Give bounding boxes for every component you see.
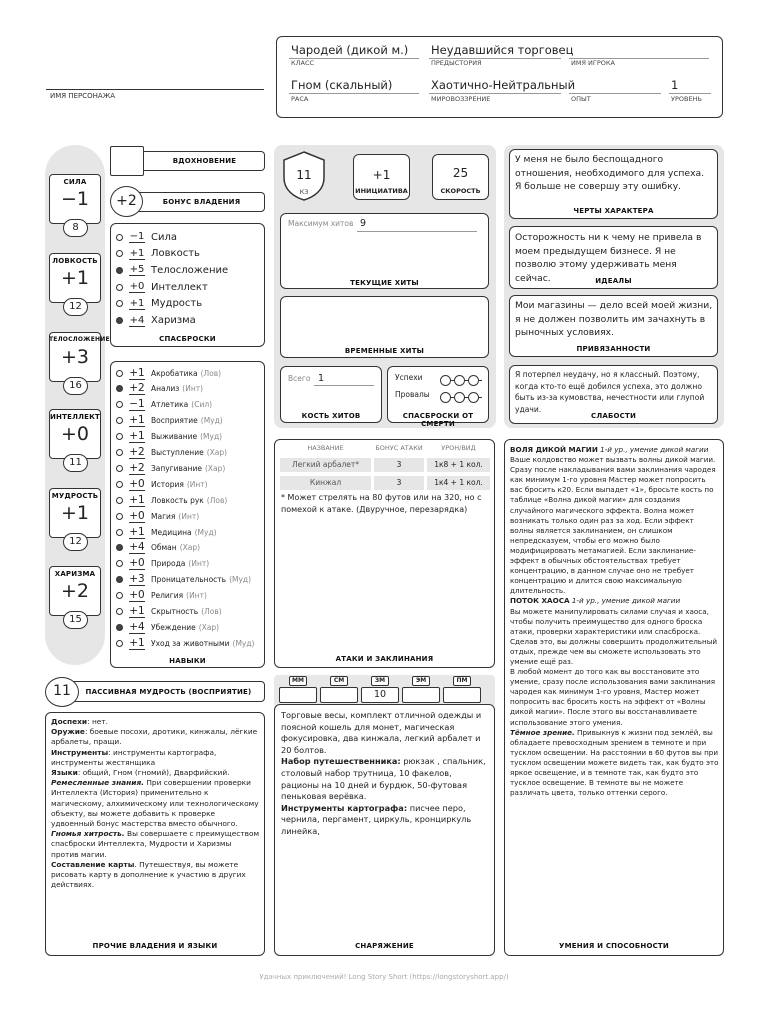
proficiency-dot[interactable] [116, 465, 123, 472]
skill-name: Магия [151, 511, 176, 521]
hit-dice-total-value[interactable]: 1 [318, 373, 325, 384]
background-label: ПРЕДЫСТОРИЯ [431, 59, 482, 67]
death-save-bubble[interactable] [454, 375, 465, 386]
background-value[interactable]: Неудавшийся торговец [431, 43, 574, 57]
alignment-label: МИРОВОЗЗРЕНИЕ [431, 95, 491, 103]
save-row[interactable] [116, 280, 262, 294]
equipment-paragraph-2: рюкзак , спальник, столовый набор трутница, 10 факелов, рационы на 10 дней и бурдюк, 50-футовая пеньковая верёвка. [281, 756, 486, 802]
save-row[interactable] [116, 230, 262, 244]
skill-value: +1 [129, 366, 145, 379]
proficiency-dot[interactable] [116, 449, 123, 456]
skill-attribute: (Муд) [194, 527, 217, 537]
darkvision-heading: Тёмное зрение. [510, 727, 575, 737]
proficiency-dot[interactable] [116, 234, 123, 241]
skills-list [116, 366, 262, 656]
ability-name: ТЕЛОСЛОЖЕНИЕ [49, 336, 110, 343]
hit-dice-total-label: Всего [288, 374, 311, 383]
ability-modifier: +3 [60, 346, 89, 368]
skill-name: Выступление [151, 448, 204, 457]
attacks-column-header: УРОН/ВИД [441, 444, 476, 452]
skill-name: Акробатика [151, 368, 198, 378]
skill-row[interactable] [116, 573, 262, 587]
skill-name: Ловкость рук [151, 495, 204, 505]
ability-name: ИНТЕЛЛЕКТ [50, 413, 100, 421]
class-label: КЛАСС [291, 59, 315, 67]
flaws-text: Я потерпел неудачу, но я классный. Поэтому, когда кто-то ещё добился успеха, это должно быть из-за кумовства, нечестности или глупой удачи. [515, 370, 705, 414]
death-saves-label: СПАСБРОСКИ ОТ СМЕРТИ [402, 412, 474, 428]
save-name: Харизма [151, 315, 196, 326]
skill-value: +4 [129, 541, 145, 554]
attacks-panel [274, 439, 495, 668]
gnome-cunning-text: Вы совершаете с преимуществом спасброски Интеллекта, Мудрости и Харизмы против магии. [51, 829, 260, 859]
skill-row[interactable] [116, 398, 262, 412]
skill-row[interactable] [116, 636, 262, 650]
ideals-text: Осторожность ни к чему не привела в моем предыдущем бизнесе. Я не позволю этому удерживать меня сейчас. [515, 232, 702, 284]
attacks-label: АТАКИ И ЗАКЛИНАНИЯ [335, 655, 434, 663]
footer-text: Удачных приключений! Long Story Short (https://longstoryshort.app/) [259, 973, 509, 981]
features-text [510, 445, 719, 798]
skill-attribute: (Лов) [200, 368, 222, 378]
skill-row[interactable] [116, 541, 262, 555]
skill-value: +2 [129, 446, 145, 458]
coin-value-field[interactable] [402, 687, 440, 703]
save-value: +0 [129, 281, 145, 293]
death-save-bubble[interactable] [440, 375, 451, 386]
equipment-paragraph-1: Торговые весы, комплект отличной одежды и поясной кошель для монет, магическая фокусировка, два кинжала, легкий арбалет и 20 болтов. [281, 710, 482, 755]
attacks-column-header: НАЗВАНИЕ [307, 444, 344, 452]
proficiency-dot[interactable] [116, 401, 123, 408]
initiative-value: +1 [372, 168, 391, 182]
skill-attribute: (Хар) [206, 448, 228, 457]
death-save-bubble[interactable] [454, 392, 465, 403]
skill-attribute: (Муд) [229, 575, 252, 585]
skill-value: +0 [129, 477, 145, 490]
weapons-text: : боевые посохи, дротики, кинжалы, лёгкие арбалеты, пращи. [51, 727, 258, 747]
attack-cell[interactable]: Легкий арбалет* [280, 458, 371, 472]
skill-attribute: (Сил) [191, 400, 213, 410]
ability-score[interactable]: 12 [63, 298, 88, 316]
proficiency-dot[interactable] [116, 576, 123, 583]
skill-attribute: (Инт) [182, 384, 204, 394]
attacks-note: * Может стрелять на 80 футов или на 320, но с помехой к атаке. (Двуручное, перезарядка) [281, 493, 482, 514]
initiative-label: ИНИЦИАТИВА [355, 187, 408, 195]
coin-name-label: ЗМ [371, 676, 389, 686]
temp-hp-label: ВРЕМЕННЫЕ ХИТЫ [344, 347, 425, 355]
tools-heading: Инструменты [51, 747, 109, 757]
skill-name: Убеждение [151, 622, 196, 632]
player-name-label: ИМЯ ИГРОКА [571, 59, 615, 67]
coin-value-field[interactable] [279, 687, 317, 703]
save-value: +1 [129, 297, 145, 309]
ability-name: СИЛА [63, 178, 87, 186]
skill-row[interactable] [116, 605, 262, 619]
ability-name: МУДРОСТЬ [51, 492, 99, 500]
skill-attribute: (Хар) [198, 622, 220, 632]
alignment-value[interactable]: Хаотично-Нейтральный [431, 78, 576, 92]
skill-row[interactable] [116, 493, 262, 507]
skill-value: +1 [129, 430, 145, 443]
equipment-heading-3: Инструменты картографа: [281, 802, 408, 813]
wild-magic-text: Ваше колдовство может вызвать волны дикой магии. Сразу после накладывания вами заклинания чародея как минимум 1-го уровня Мастер может попросить вас бросить к20. Если выпадет «1», бросьте кость по таблице «Волна дикой магии» для создания случайного магического эффекта. Волна может возникать только один раз за ход. Если эффект волны является заклинанием, он слишком непредсказуем, чтобы его можно было модифицировать метамагией. Если заклинание-эффект в обычных обстоятельствах требует концентрацию, в данном случае оно не требует концентрацию и длится свою максимальную длительность. [510, 455, 716, 596]
save-name: Мудрость [151, 298, 203, 310]
skill-value: −1 [129, 398, 145, 411]
proficiency-label: БОНУС ВЛАДЕНИЯ [162, 198, 241, 206]
skill-value: +1 [129, 525, 145, 538]
proficiency-dot[interactable] [116, 417, 123, 424]
skill-name: Выживание [151, 432, 198, 442]
save-value: +1 [129, 247, 145, 259]
wild-magic-heading: ВОЛЯ ДИКОЙ МАГИИ [510, 445, 598, 454]
save-name: Интеллект [151, 281, 208, 293]
proficiency-dot[interactable] [116, 497, 123, 504]
proficiencies-text [51, 717, 260, 890]
skill-attribute: (Лов) [201, 607, 222, 616]
skill-value: +1 [129, 605, 145, 617]
attack-cell[interactable]: 1к8 + 1 кол. [427, 458, 490, 472]
coin-value-field[interactable] [443, 687, 481, 703]
save-row[interactable] [116, 314, 262, 328]
death-successes-label: Успехи [395, 373, 423, 382]
inspiration-checkbox[interactable] [110, 146, 144, 176]
skill-value: +2 [129, 382, 145, 395]
hp-max-value[interactable]: 9 [360, 218, 367, 229]
skill-row[interactable] [116, 461, 262, 475]
craft-text: При совершении проверки Интеллекта (История) применительно к магическому, алхимическому или технологическому объекту, вы можете добавить к проверке удвоенный бонус мастерства вместо обычного. [51, 778, 259, 829]
skill-name: Анализ [151, 384, 180, 394]
save-value: +5 [129, 264, 145, 276]
ability-score[interactable]: 11 [63, 454, 88, 472]
coin-value-field[interactable] [320, 687, 358, 703]
death-save-bubble[interactable] [440, 392, 451, 403]
race-value[interactable]: Гном (скальный) [291, 78, 393, 92]
chaos-text-2: В любой момент до того как вы восстановите это умение, сразу после использования вами заклинания чародея как минимум 1-го уровня, Мастер может попросить вас бросить кость на эффект от «Волны дикой магии». После этого вы восстанавливаете использование этого умения. [510, 667, 716, 727]
character-name-line [46, 89, 264, 90]
ability-name: ХАРИЗМА [54, 570, 96, 578]
skills-label: НАВЫКИ [169, 657, 206, 665]
attacks-column-header: БОНУС АТАКИ [375, 444, 423, 452]
skill-row[interactable] [116, 525, 262, 539]
skill-value: +2 [129, 461, 145, 474]
skill-row[interactable] [116, 509, 262, 523]
saving-throws-label: СПАСБРОСКИ [159, 335, 216, 343]
attack-cell[interactable]: Кинжал [280, 476, 371, 490]
save-name: Сила [151, 231, 178, 243]
skill-value: +0 [129, 509, 145, 522]
skill-attribute: (Муд) [232, 638, 255, 648]
skill-attribute: (Муд) [200, 416, 223, 426]
skill-attribute: (Хар) [204, 463, 226, 473]
bonds-text: Мои магазины — дело всей моей жизни, я не должен позволить им зачахнуть в рыночных условиях. [515, 300, 713, 338]
equipment-text [281, 710, 491, 838]
skill-value: +0 [129, 589, 145, 602]
proficiency-dot[interactable] [116, 284, 123, 291]
proficiency-dot[interactable] [116, 640, 123, 647]
proficiency-dot[interactable] [116, 317, 123, 324]
xp-label: ОПЫТ [571, 95, 591, 103]
attack-cell[interactable]: 1к4 + 1 кол. [427, 476, 490, 490]
gnome-cunning-heading: Гномья хитрость. [51, 829, 125, 839]
cartography-text: . Путешествуя, вы можете рисовать карту в дополнение к участию в других действиях. [51, 859, 246, 890]
proficiency-dot[interactable] [116, 608, 123, 615]
skill-value: +1 [129, 636, 145, 649]
cartography-heading: Составление карты [51, 859, 135, 869]
armor-class-value: 11 [296, 168, 312, 182]
skill-attribute: (Лов) [206, 495, 228, 505]
flaws-label: СЛАБОСТИ [590, 412, 637, 420]
passive-perception-value: 11 [45, 677, 79, 707]
ability-score[interactable]: 15 [63, 611, 88, 629]
death-failures-label: Провалы [395, 390, 430, 399]
skill-row[interactable] [116, 366, 262, 380]
wild-magic-subtitle: 1-й ур., умение дикой магии [597, 445, 709, 454]
ability-modifier: +2 [60, 580, 89, 602]
death-save-bubble[interactable] [468, 375, 479, 386]
ability-score[interactable]: 12 [63, 533, 88, 551]
skill-name: Проницательность [151, 575, 227, 585]
coin-name-label: ПМ [453, 676, 471, 686]
save-name: Телосложение [151, 264, 229, 276]
equipment-paragraph-3: писчее перо, чернила, пергамент, циркуль, кронциркуль линейка, [281, 802, 472, 836]
class-value[interactable]: Чародей (дикой м.) [291, 43, 409, 57]
ability-modifier: −1 [60, 188, 89, 210]
current-hp-label: ТЕКУЩИЕ ХИТЫ [350, 279, 419, 287]
skill-attribute: (Инт) [186, 591, 207, 601]
ability-score[interactable]: 8 [63, 219, 88, 237]
save-name: Ловкость [151, 248, 200, 260]
languages-heading: Языки [51, 768, 78, 778]
skill-attribute: (Инт) [186, 479, 208, 489]
save-value: +4 [129, 314, 145, 326]
save-value: −1 [129, 231, 145, 242]
skill-name: История [151, 479, 184, 489]
coin-name-label: ЭМ [412, 676, 430, 686]
character-name-label: ИМЯ ПЕРСОНАЖА [50, 92, 116, 100]
level-label: УРОВЕНЬ [671, 95, 702, 103]
save-row[interactable] [116, 247, 262, 261]
skill-name: Скрытность [151, 607, 199, 616]
skill-name: Медицина [151, 527, 192, 537]
save-row[interactable] [116, 263, 262, 277]
skill-value: +4 [129, 620, 145, 633]
proficiency-dot[interactable] [116, 433, 123, 440]
armor-text: : нет. [87, 717, 108, 726]
speed-label: СКОРОСТЬ [440, 187, 481, 195]
skill-name: Религия [151, 591, 184, 601]
skill-attribute: (Хар) [179, 543, 201, 553]
proficiency-dot[interactable] [116, 624, 123, 631]
ability-modifier: +0 [60, 423, 89, 445]
skill-name: Уход за животными [151, 638, 230, 648]
ability-modifier: +1 [60, 267, 89, 289]
coin-value-field[interactable]: 10 [361, 687, 399, 703]
skill-row[interactable] [116, 557, 262, 571]
equipment-label: СНАРЯЖЕНИЕ [355, 942, 414, 950]
race-label: РАСА [291, 95, 309, 103]
proficiency-dot[interactable] [116, 267, 123, 274]
skill-name: Атлетика [151, 400, 189, 410]
darkvision-text: Привыкнув к жизни под землёй, вы обладаете превосходным зрением в темноте и при тусклом освещении. На расстоянии в 60 футов вы при тусклом освещении можете видеть так, как будто это яркое освещение, и в темноте так, как будто это тусклое освещение. В темноте вы не можете различать цвета, только оттенки серого. [510, 727, 719, 798]
equipment-heading-2: Набор путешественника: [281, 756, 401, 767]
proficiency-dot[interactable] [116, 385, 123, 392]
armor-class-label: КЗ [299, 188, 309, 196]
skill-row[interactable] [116, 620, 262, 634]
skill-name: Запугивание [151, 463, 202, 473]
attack-cell[interactable]: 3 [374, 458, 424, 472]
skill-row[interactable] [116, 446, 262, 460]
proficiency-dot[interactable] [116, 300, 123, 307]
ideals-label: ИДЕАЛЫ [595, 277, 632, 285]
skill-value: +0 [129, 557, 145, 570]
armor-heading: Доспехи [51, 717, 88, 726]
attacks-header [280, 444, 490, 454]
proficiency-dot[interactable] [116, 529, 123, 536]
proficiency-dot[interactable] [116, 250, 123, 257]
chaos-heading: ПОТОК ХАОСА [510, 596, 570, 606]
proficiency-dot[interactable] [116, 592, 123, 599]
coin-name-label: ММ [289, 676, 307, 686]
ability-name: ЛОВКОСТЬ [52, 257, 98, 265]
proficiency-dot[interactable] [116, 481, 123, 488]
proficiency-dot[interactable] [116, 513, 123, 520]
skill-value: +1 [129, 493, 145, 506]
features-label: УМЕНИЯ И СПОСОБНОСТИ [559, 942, 669, 950]
skill-name: Обман [151, 543, 177, 553]
saving-throws-list [116, 230, 262, 330]
weapons-heading: Оружие [51, 727, 85, 737]
proficiency-dot[interactable] [116, 560, 123, 567]
craft-heading: Ремесленные знания. [51, 778, 144, 788]
chaos-text: Вы можете манипулировать силами случая и хаоса, чтобы получить преимущество для одного броска атаки, проверки характеристики или спасброска. Сделав это, вы должны совершить продолжительный отдых, прежде чем вы сможете использовать это умение ещё раз. [510, 606, 718, 666]
personality-text: У меня не было беспощадного отношения, необходимого для успеха. Я больше не совершу эту ошибку. [515, 154, 705, 192]
languages-text: : общий, Гном (гномий), Дварфийский. [77, 768, 230, 778]
passive-perception-label: ПАССИВНАЯ МУДРОСТЬ (ВОСПРИЯТИЕ) [85, 688, 252, 696]
hit-dice-label: КОСТЬ ХИТОВ [301, 412, 361, 420]
proficiencies-label: ПРОЧИЕ ВЛАДЕНИЯ И ЯЗЫКИ [92, 942, 218, 950]
save-row[interactable] [116, 297, 262, 311]
skill-row[interactable] [116, 589, 262, 603]
skill-row[interactable] [116, 382, 262, 396]
proficiency-dot[interactable] [116, 544, 123, 551]
level-value[interactable]: 1 [671, 78, 679, 92]
hp-max-label: Максимум хитов [288, 219, 354, 228]
skill-attribute: (Инт) [178, 511, 200, 521]
tools-text: : инструменты картографа, инструменты жестянщика [51, 747, 217, 767]
skill-row[interactable] [116, 477, 262, 491]
chaos-subtitle: 1-й ур., умение дикой магии [569, 596, 681, 606]
death-save-bubble[interactable] [468, 392, 479, 403]
bonds-label: ПРИВЯЗАННОСТИ [576, 345, 651, 353]
proficiency-bonus-value: +2 [110, 186, 143, 217]
skill-name: Природа [151, 559, 186, 569]
skill-value: +1 [129, 414, 145, 427]
skill-name: Восприятие [151, 416, 198, 426]
inspiration-label: ВДОХНОВЕНИЕ [172, 157, 237, 165]
skill-row[interactable] [116, 414, 262, 428]
speed-value: 25 [452, 166, 469, 180]
skill-row[interactable] [116, 430, 262, 444]
skill-attribute: (Инт) [188, 559, 210, 569]
skill-value: +3 [129, 573, 145, 586]
coin-name-label: СМ [330, 676, 348, 686]
proficiency-dot[interactable] [116, 370, 123, 377]
skill-attribute: (Муд) [200, 432, 223, 442]
ability-modifier: +1 [60, 502, 89, 524]
attack-cell[interactable]: 3 [374, 476, 424, 490]
ability-score[interactable]: 16 [63, 377, 88, 395]
personality-label: ЧЕРТЫ ХАРАКТЕРА [573, 207, 654, 215]
